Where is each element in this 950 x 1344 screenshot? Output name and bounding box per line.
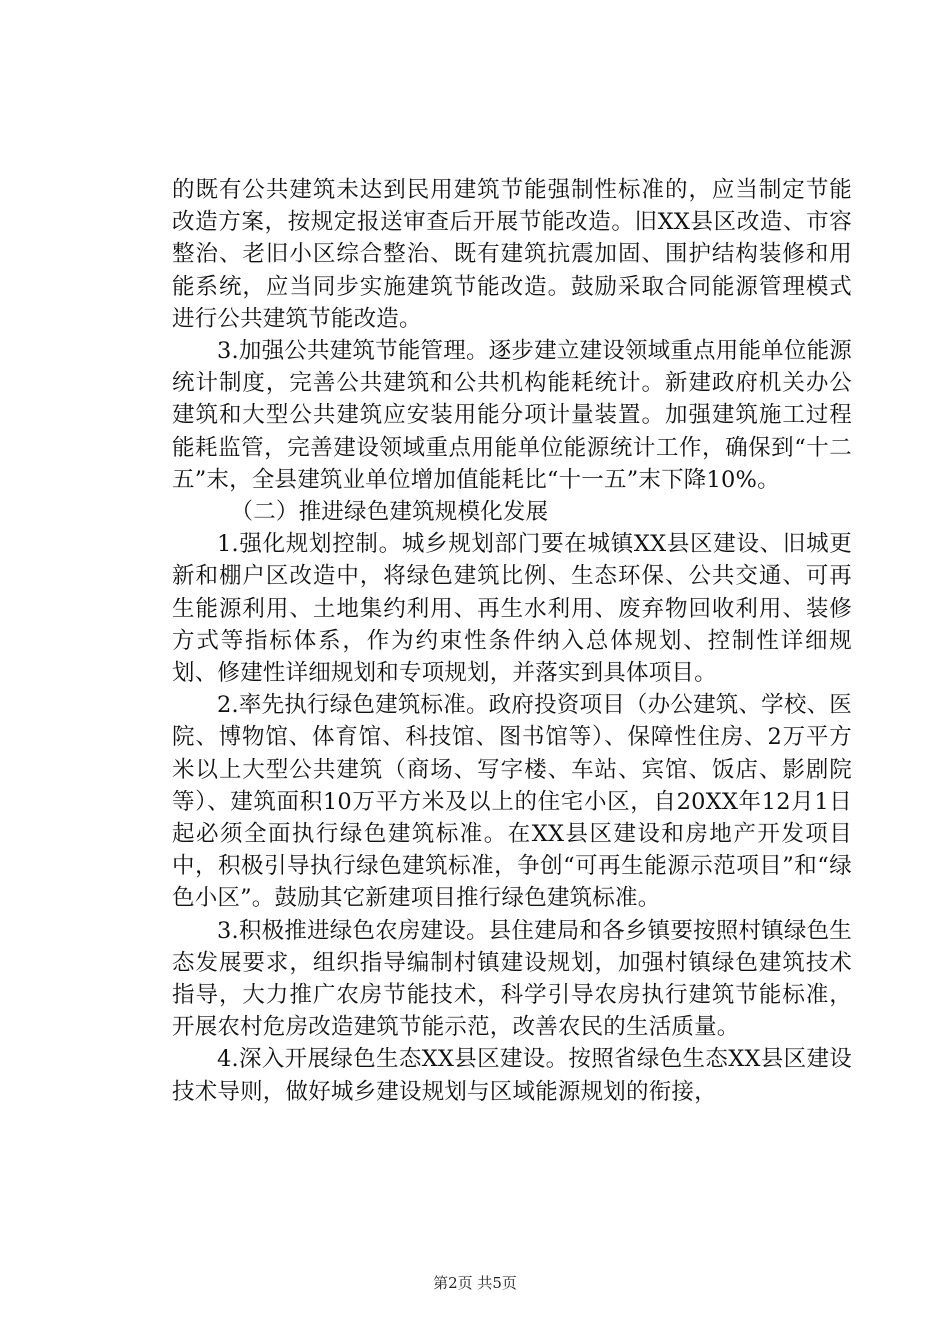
page-number-footer: 第2页 共5页 — [433, 1274, 517, 1292]
paragraph-item-2-green-standards: 2.率先执行绿色建筑标准。政府投资项目（办公建筑、学校、医院、博物馆、体育馆、科技馆、图书馆等）、保障性住房、2万平方米以上大型公共建筑（商场、写字楼、车站、宾馆、饭店、影剧院等）、建筑面积10万平方米及以上的住宅小区，自20XX年12月1日起必须全面执行绿色建筑标准。在XX县区建设和房地产开发项目中，积极引导执行绿色建筑标准，争创“可再生能源示范项目”和“绿色小区”。鼓励其它新建项目推行绿色建筑标准。 — [172, 692, 852, 912]
paragraph-item-3-public-building-management: 3.加强公共建筑节能管理。逐步建立建设领域重点用能单位能源统计制度，完善公共建筑和公共机构能耗统计。新建政府机关办公建筑和大型公共建筑应安装用能分项计量装置。加强建筑施工过程能耗监管，完善建设领域重点用能单位能源统计工作，确保到“十二五”末，全县建筑业单位增加值能耗比“十一五”末下降10%。 — [172, 338, 852, 493]
paragraph-item-1-planning-control: 1.强化规划控制。城乡规划部门要在城镇XX县区建设、旧城更新和棚户区改造中，将绿色建筑比例、生态环保、公共交通、可再生能源利用、土地集约利用、再生水利用、废弃物回收利用、装修方式等指标体系，作为约束性条件纳入总体规划、控制性详细规划、修建性详细规划和专项规划，并落实到具体项目。 — [172, 531, 852, 687]
paragraph-item-4-eco-district: 4.深入开展绿色生态XX县区建设。按照省绿色生态XX县区建设技术导则，做好城乡建设规划与区域能源规划的衔接， — [172, 1046, 852, 1105]
paragraph-item-3-rural-housing: 3.积极推进绿色农房建设。县住建局和各乡镇要按照村镇绿色生态发展要求，组织指导编制村镇建设规划，加强村镇绿色建筑技术指导，大力推广农房节能技术，科学引导农房执行建筑节能标准，开展农村危房改造建筑节能示范，改善农民的生活质量。 — [172, 917, 852, 1041]
document-body — [172, 174, 852, 1108]
section-heading-green-building: （二）推进绿色建筑规模化发展 — [230, 499, 549, 526]
paragraph-continuation: 的既有公共建筑未达到民用建筑节能强制性标准的，应当制定节能改造方案，按规定报送审查后开展节能改造。旧XX县区改造、市容整治、老旧小区综合整治、既有建筑抗震加固、围护结构装修和用能系统，应当同步实施建筑节能改造。鼓励采取合同能源管理模式进行公共建筑节能改造。 — [172, 177, 852, 332]
